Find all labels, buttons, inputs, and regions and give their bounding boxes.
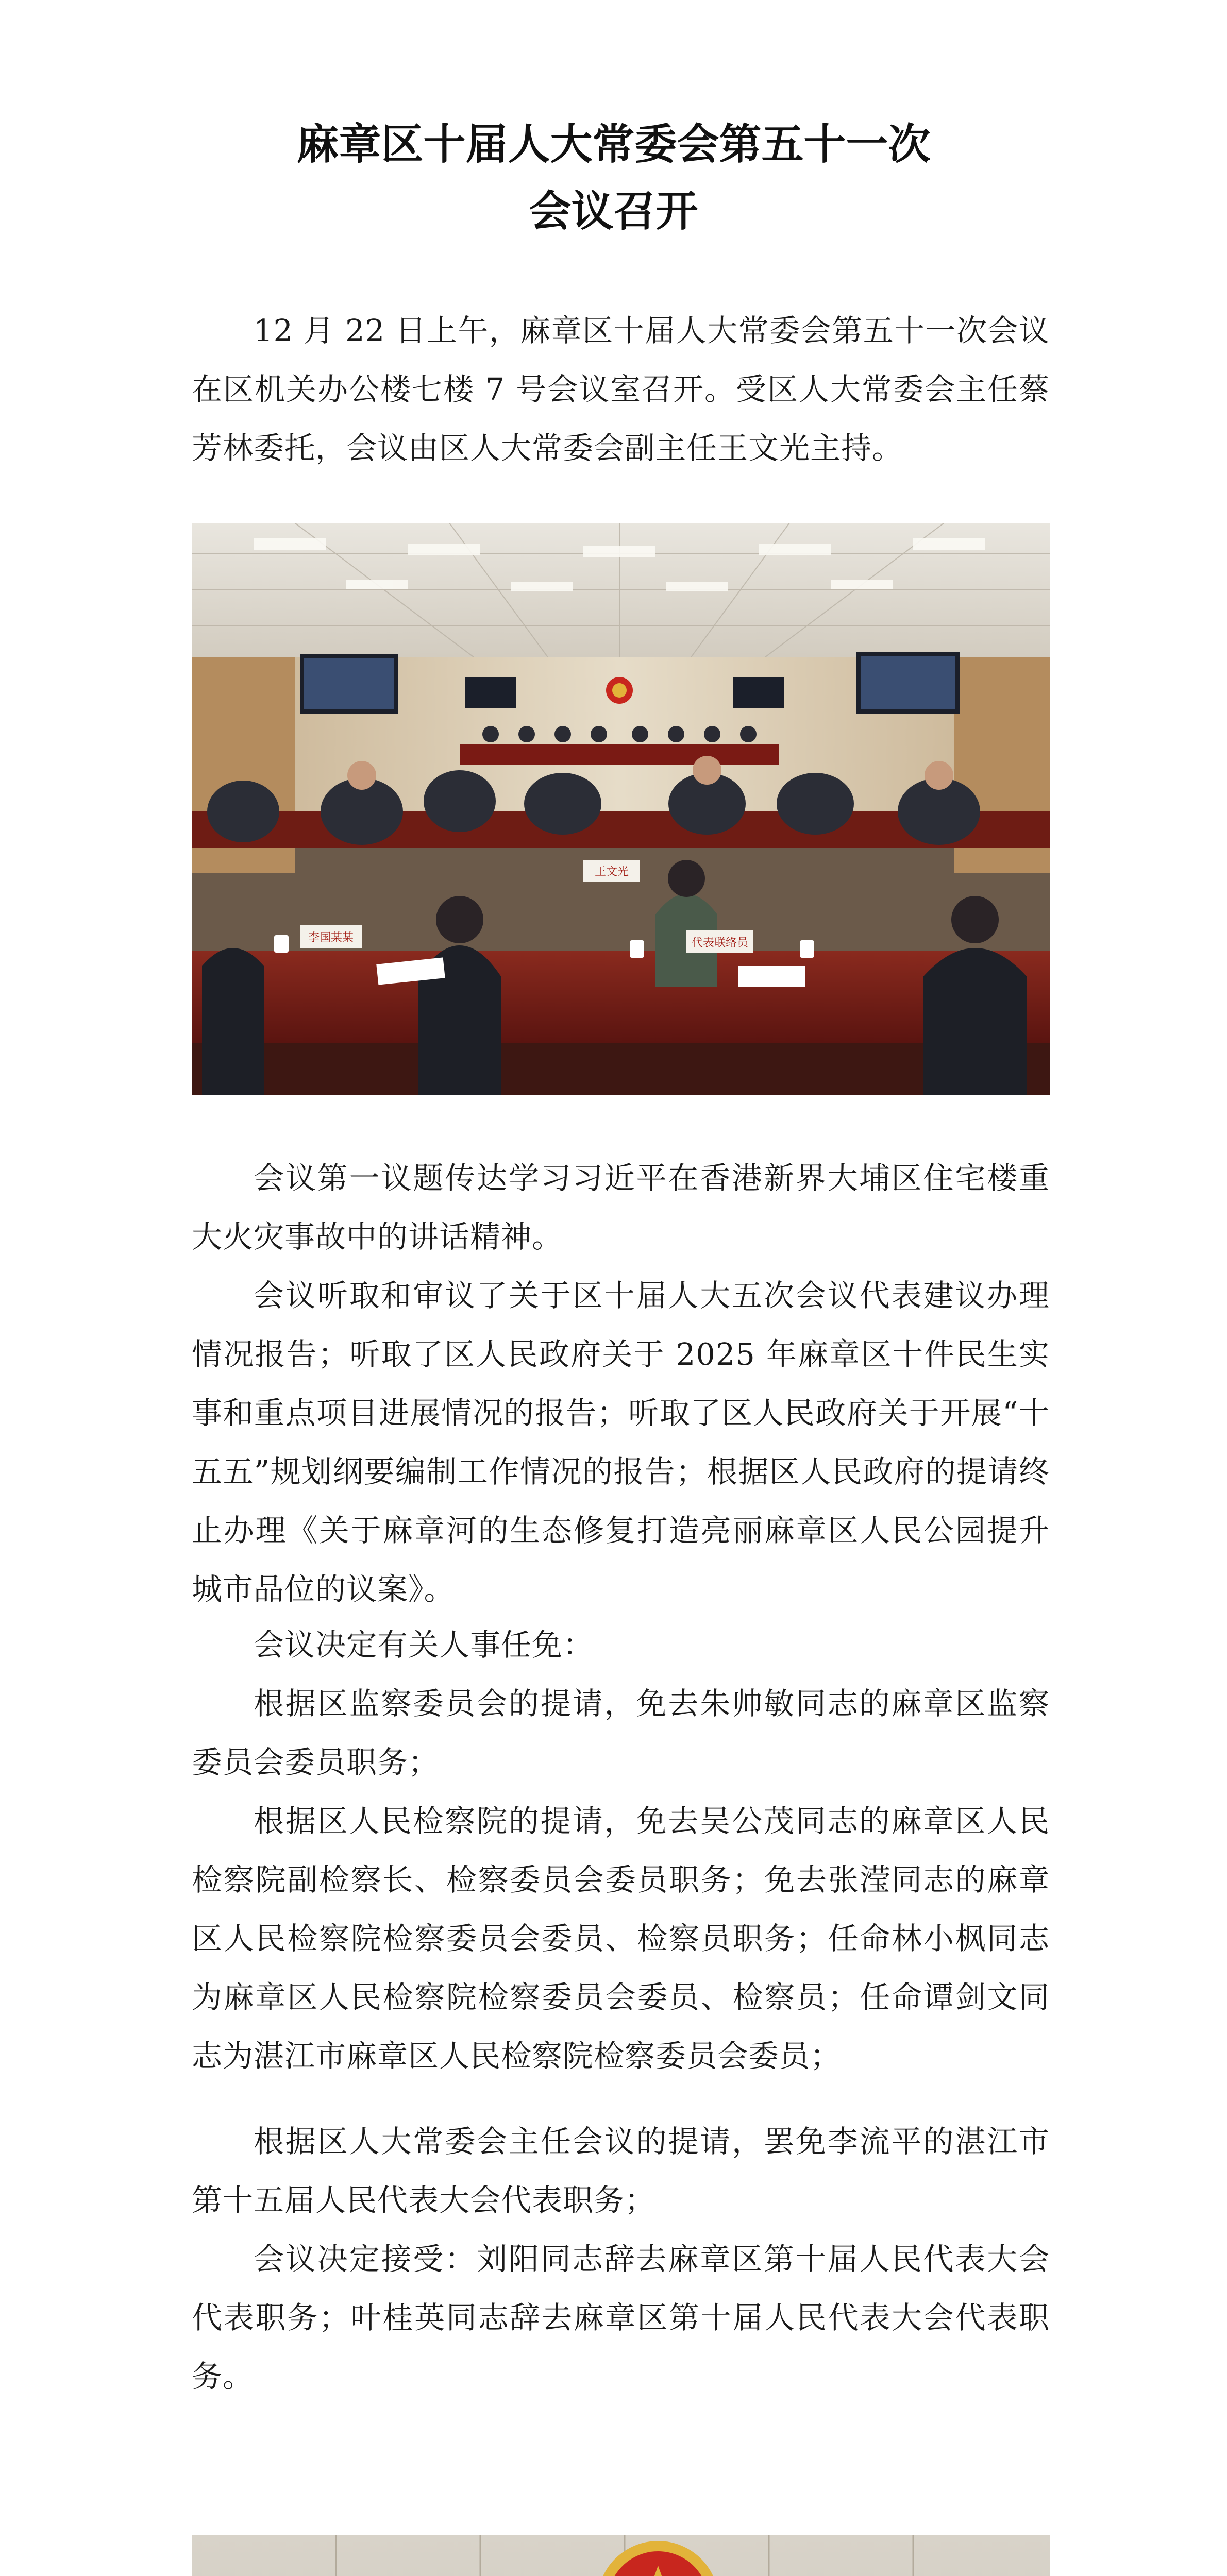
nameplate-2: 王文光	[594, 866, 629, 878]
nameplate-3: 代表联络员	[691, 937, 749, 950]
article-title-line2: 会议召开	[529, 187, 698, 236]
paragraph-first-agenda: 会议第一议题传达学习习近平在香港新界大埔区住宅楼重大火灾事故中的讲话精神。	[192, 1160, 1050, 1255]
paragraph-resignations: 会议决定接受：刘阳同志辞去麻章区第十届人民代表大会代表职务；叶桂英同志辞去麻章区第十届人民代表大会代表职务。	[192, 2241, 1050, 2394]
meeting-room-photo	[192, 523, 1050, 1095]
paragraph-intro: 12 月 22 日上午，麻章区十届人大常委会第五十一次会议在区机关办公楼七楼 7 号会议室召开。受区人大常委会主任蔡芳林委托，会议由区人大常委会副主任王文光主持。	[192, 313, 1050, 466]
paragraph-appointments-intro: 会议决定有关人事任免：	[254, 1627, 594, 1663]
nameplate-1: 李国某某	[308, 931, 354, 944]
paragraph-procuratorate: 根据区人民检察院的提请，免去吴公茂同志的麻章区人民检察院副检察长、检察委员会委员职务；免去张滢同志的麻章区人民检察院检察委员会委员、检察员职务；任命林小枫同志为麻章区人民检察院检察委员会委员、检察员；任命谭剑文同志为湛江市麻章区人民检察院检察委员会委员；	[192, 1803, 1050, 2074]
meeting-room-illustration	[192, 523, 1050, 1095]
paragraph-reports: 会议听取和审议了关于区十届人大五次会议代表建议办理情况报告；听取了区人民政府关于 2025 年麻章区十件民生实事和重点项目进展情况的报告；听取了区人民政府关于开展“十五五”规划纲要编制工作情况的报告；根据区人民政府的提请终止办理《关于麻章河的生态修复打造亮丽麻章区人民公园提升城市品位的议案》。	[192, 1278, 1050, 1607]
ceremony-illustration	[192, 2535, 1050, 2576]
paragraph-supervisory-removal: 根据区监察委员会的提请，免去朱帅敏同志的麻章区监察委员会委员职务；	[192, 1686, 1050, 1780]
paragraph-recall: 根据区人大常委会主任会议的提请，罢免李流平的湛江市第十五届人民代表大会代表职务；	[192, 2124, 1050, 2218]
appointment-ceremony-photo	[192, 2535, 1050, 2576]
article-title-line1: 麻章区十届人大常委会第五十一次	[296, 120, 931, 169]
